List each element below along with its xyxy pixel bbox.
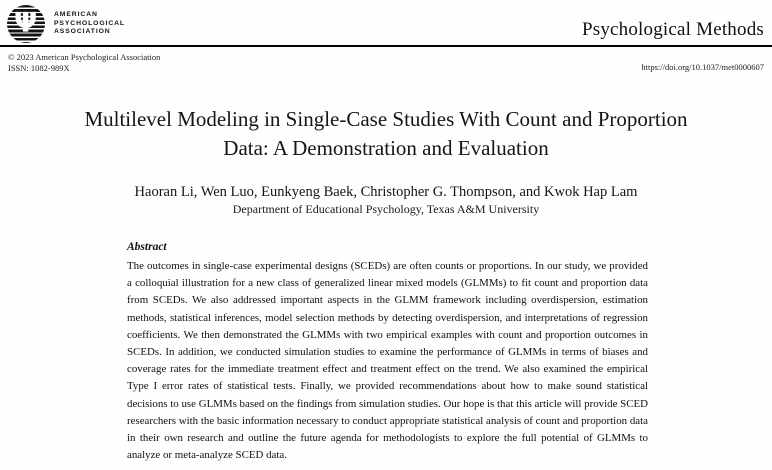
copyright-line: © 2023 American Psychological Association [8, 52, 161, 62]
apa-logo [7, 5, 125, 43]
author-affiliation: Department of Educational Psychology, Texas A&M University [232, 202, 540, 216]
abstract-section [127, 241, 648, 464]
article-title-line1: Multilevel Modeling in Single-Case Studies With Count and Proportion [84, 107, 688, 131]
author-list: Haoran Li, Wen Luo, Eunkyeng Baek, Christopher G. Thompson, and Kwok Hap Lam [134, 184, 638, 200]
copyright-block [8, 52, 160, 73]
apa-psi-logo-icon [7, 5, 45, 43]
apa-logo-line: ASSOCIATION [54, 28, 111, 36]
apa-logo-line: PSYCHOLOGICAL [54, 19, 125, 27]
header-divider [0, 45, 772, 47]
apa-logo-line: AMERICAN [54, 11, 98, 19]
issn-line: ISSN: 1082-989X [8, 62, 70, 73]
article-title-line2: Data: A Demonstration and Evaluation [223, 136, 549, 160]
doi-link[interactable]: https://doi.org/10.1037/met0000607 [641, 62, 764, 72]
abstract-text: The outcomes in single-case experimental designs (SCEDs) are often counts or proportions. In our study, we provided a colloquial illustration for a new class of generalized linear mixed models (GLMMs) to fit count and proportion data from SCEDs. We also addressed important aspects in the GLMM framework including overdispersion, estimation methods, statistical inferences, model selection methods by detecting overdispersion, and interpretations of regression coefficients. We then demonstrated the GLMMs with two empirical examples with count and proportion outcomes in SCEDs. In addition, we conducted simulation studies to examine the performance of GLMMs in terms of biases and coverage rates for the immediate treatment effect and treatment effect on the trend. We also examined the empirical Type I error rates of statistical tests. Finally, we provided recommendations about how to make sound statistical decisions to use GLMMs based on the findings from simulation studies. Our hope is that this article will provide SCED researchers with the basic information necessary to conduct appropriate statistical analysis of count and proportion data in their own research and outline the future agenda for methodologists to explore the full potential of GLMMs to analyze or meta-analyze SCED data. [127, 260, 648, 462]
apa-logo-wordmark [54, 11, 125, 37]
psi-symbol-icon: Ψ [14, 7, 38, 39]
article-title [0, 105, 772, 163]
journal-name: Psychological Methods [581, 19, 764, 40]
abstract-heading: Abstract [127, 241, 167, 253]
